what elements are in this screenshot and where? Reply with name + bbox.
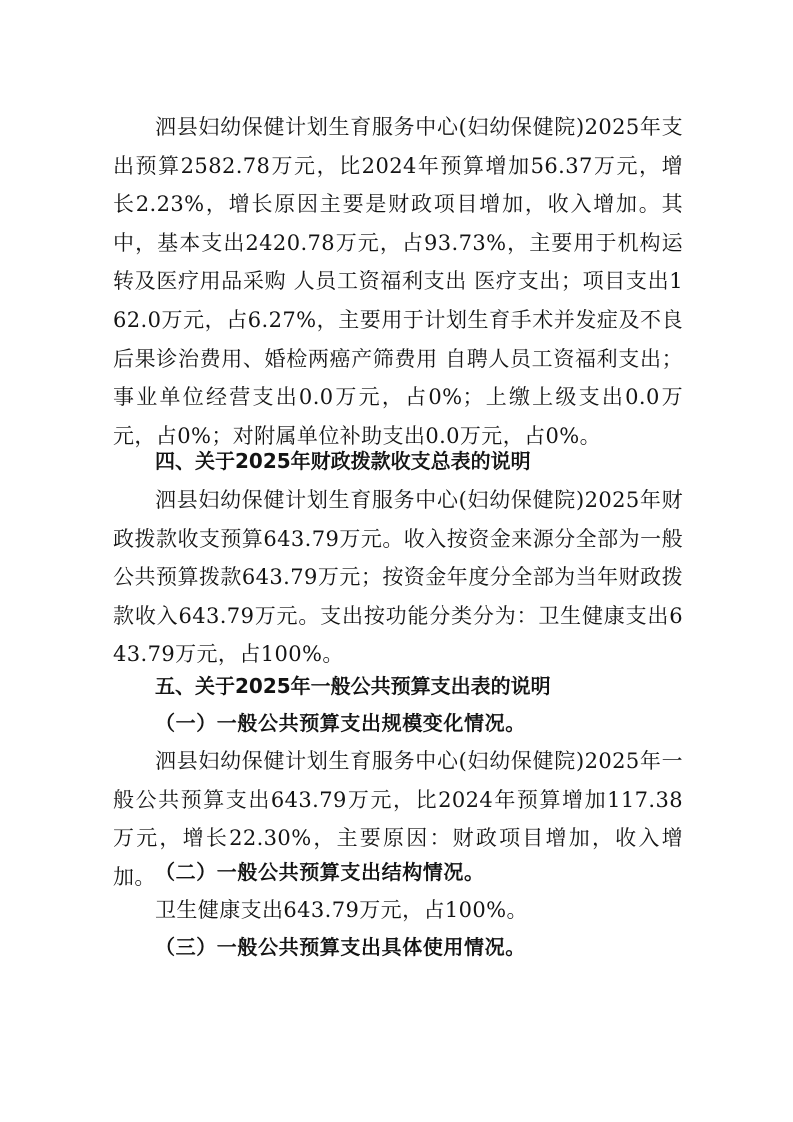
subheading-scale-change: （一）一般公共预算支出规模变化情况。 [155,711,526,735]
section-heading-five: 五、关于2025年一般公共预算支出表的说明 [155,674,551,698]
paragraph-expenditure-budget: 泗县妇幼保健计划生育服务中心(妇幼保健院)2025年支出预算2582.78万元，比2024年预算增加56.37万元，增长2.23%，增长原因主要是财政项目增加，收入增加。其中，基本支出2420.78万元，占93.73%，主要用于机构运转及医疗用品采购 人员工资福利支出 医疗支出；项目支出162.0万元，占6.27%，主要用于计划生育手术并发症及不良后果诊治费用、婚检两癌产筛费用 自聘人员工资福利支出；事业单位经营支出0.0万元，占0%；上缴上级支出0.0万元，占0%；对附属单位补助支出0.0万元，占0%。 [113,115,683,448]
subheading-structure: （二）一般公共预算支出结构情况。 [155,860,485,884]
section-heading-four: 四、关于2025年财政拨款收支总表的说明 [155,449,531,473]
paragraph-structure: 卫生健康支出643.79万元，占100%。 [155,898,528,922]
paragraph-scale-change: 泗县妇幼保健计划生育服务中心(妇幼保健院)2025年一般公共预算支出643.79万元，比2024年预算增加117.38万元，增长22.30%，主要原因：财政项目增加，收入增加。 [113,749,683,889]
subheading-specific-use: （三）一般公共预算支出具体使用情况。 [155,935,526,959]
paragraph-fiscal-appropriation: 泗县妇幼保健计划生育服务中心(妇幼保健院)2025年财政拨款收支预算643.79万元。收入按资金来源分全部为一般公共预算拨款643.79万元；按资金年度分全部为当年财政拨款收入643.79万元。支出按功能分类分为：卫生健康支出643.79万元，占100%。 [113,488,683,667]
